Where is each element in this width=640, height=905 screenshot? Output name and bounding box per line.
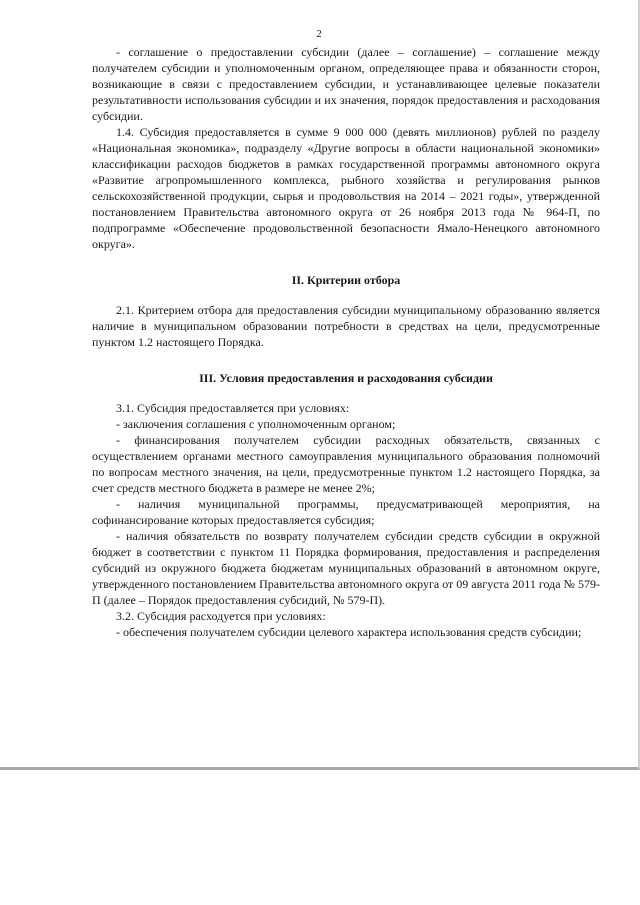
paragraph-1-4: 1.4. Субсидия предоставляется в сумме 9 000 000 (девять миллионов) рублей по разделу «Национальная экономика», подразделу «Другие вопросы в области национальной экономики» классификации расходов бюджетов в рамках государственной программы автономного округа «Развитие агропромышленного комплекса, рыбного хозяйства и регулирования рынков сельскохозяйственной продукции, сырья и продовольствия на 2014 – 2021 годы», утвержденной постановлением Правительства автономного округа от 26 ноября 2013 года № 964-П, по подпрограмме «Обеспечение продовольственной безопасности Ямало-Ненецкого автономного округа».	[92, 125, 600, 251]
list-item: - финансирования получателем субсидии расходных обязательств, связанных с осуществлением органами местного самоуправления муниципального образования полномочий по вопросам местного значения, на цели, предусмотренные пунктом 1.2 настоящего Порядка, за счет средств местного бюджета в размере не менее 2%;	[92, 433, 600, 495]
paragraph-3-1: 3.1. Субсидия предоставляется при условиях:	[116, 401, 350, 415]
section-heading-3: III. Условия предоставления и расходования субсидии	[199, 371, 493, 385]
page-number: 2	[316, 28, 322, 40]
paragraph-agreement-definition: - соглашение о предоставлении субсидии (далее – соглашение) – соглашение между получателем субсидии и уполномоченным органом, определяющее права и обязанности сторон, возникающие в связи с предоставлением субсидии, и устанавливающее целевые показатели результативности использования субсидии и их значения, порядок предоставления и расходования субсидии.	[92, 45, 600, 123]
paragraph-3-2: 3.2. Субсидия расходуется при условиях:	[116, 609, 326, 623]
list-item: - обеспечения получателем субсидии целевого характера использования средств субсидии;	[116, 625, 582, 639]
list-item: - заключения соглашения с уполномоченным органом;	[116, 417, 396, 431]
list-item: - наличия обязательств по возврату получателем субсидии средств субсидии в окружной бюджет в соответствии с пунктом 11 Порядка формирования, предоставления и распределения субсидий из окружного бюджета бюджетам муниципальных образований в автономном округе, утвержденного постановлением Правительства автономного округа от 09 августа 2011 года № 579-П (далее – Порядок предоставления субсидий, № 579-П).	[92, 529, 600, 607]
document-body	[92, 44, 600, 640]
section-heading-2: II. Критерии отбора	[291, 273, 401, 287]
list-item: - наличия муниципальной программы, предусматривающей мероприятия, на софинансирование которых предоставляется субсидия;	[92, 497, 600, 527]
paragraph-2-1: 2.1. Критерием отбора для предоставления субсидии муниципальному образованию является наличие в муниципальном образовании потребности в средствах на цели, предусмотренные пунктом 1.2 настоящего Порядка.	[92, 303, 600, 349]
